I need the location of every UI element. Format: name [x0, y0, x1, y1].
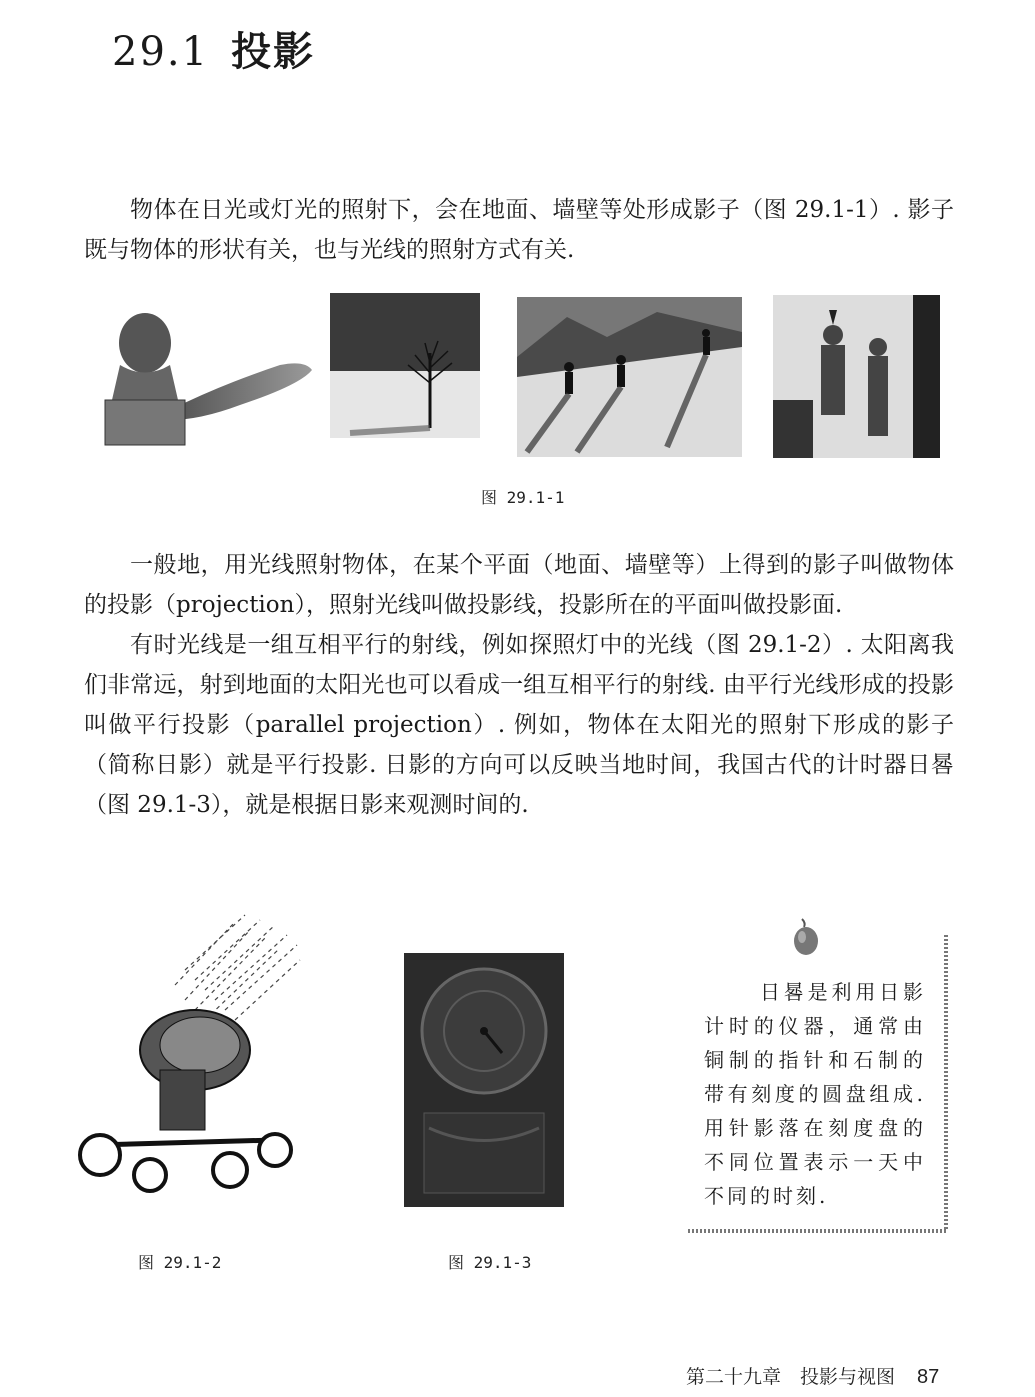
- figure3-caption: 图 29.1-3: [448, 1253, 532, 1272]
- decorative-drop-icon: [790, 917, 826, 961]
- section-name: 投影: [231, 29, 316, 75]
- chapter-label: 第二十九章 投影与视图: [686, 1366, 896, 1388]
- figure-shadow-puppets: [773, 295, 940, 458]
- body-text: [84, 545, 954, 825]
- figure-sundial: [404, 953, 564, 1207]
- figure-skiers: [517, 297, 742, 457]
- page-number: 87: [917, 1366, 940, 1388]
- figure-searchlight: [75, 910, 310, 1195]
- figure2-caption: 图 29.1-2: [138, 1253, 222, 1272]
- figure-tree-snow: [330, 293, 480, 438]
- page-footer: [686, 1362, 939, 1389]
- section-number: 29.1: [112, 29, 210, 75]
- intro-paragraph: 物体在日光或灯光的照射下，会在地面、墙壁等处形成影子（图 29.1-1）. 影子既与物体的形状有关，也与光线的照射方式有关.: [84, 197, 954, 263]
- definition-paragraph: 一般地，用光线照射物体，在某个平面（地面、墙壁等）上得到的影子叫做物体的投影（projection），照射光线叫做投影线，投影所在的平面叫做投影面.: [84, 552, 954, 618]
- section-title: [112, 20, 315, 77]
- figure-bust-shadow: [100, 305, 320, 455]
- parallel-projection-paragraph: 有时光线是一组互相平行的射线，例如探照灯中的光线（图 29.1-2）. 太阳离我们非常远，射到地面的太阳光也可以看成一组互相平行的射线. 由平行光线形成的投影叫做平行投影（parallel projection）. 例如，物体在太阳光的照射下形成的影子（简称日影）就是平行投影. 日影的方向可以反映当地时间，我国古代的计时器日晷（图 29.1-3），就是根据日影来观测时间的.: [84, 632, 954, 818]
- figure1-caption: 图 29.1-1: [481, 488, 565, 507]
- side-note-text: 日晷是利用日影计时的仪器，通常由铜制的指针和石制的带有刻度的圆盘组成. 用针影落在刻度盘的不同位置表示一天中不同的时刻.: [704, 980, 926, 1208]
- side-note-box: [688, 935, 950, 1235]
